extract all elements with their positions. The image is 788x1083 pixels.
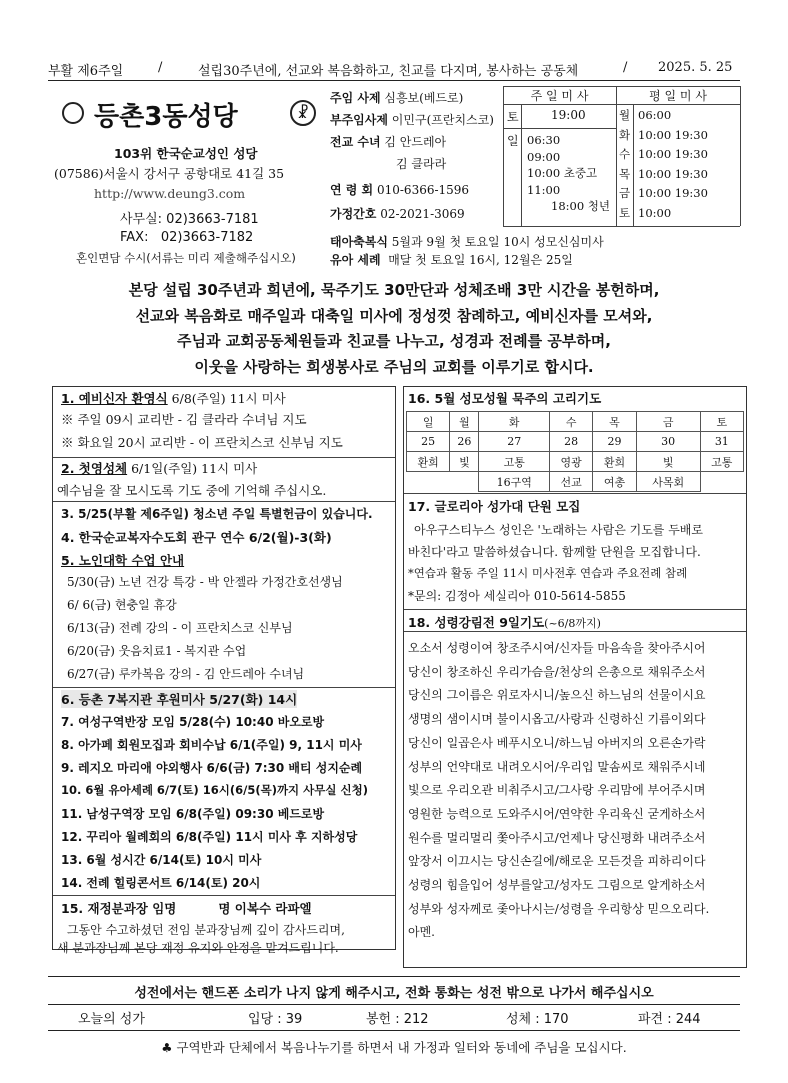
mass-time: 06:30 bbox=[527, 133, 561, 147]
issue-date: 2025. 5. 25 bbox=[658, 60, 733, 75]
staff-role: 연 령 회 bbox=[330, 183, 374, 197]
banner-line: 주님과 교회공동체원들과 친교를 나누고, 성경과 전례를 공부하며, bbox=[177, 332, 611, 350]
calendar-date: 27 bbox=[479, 432, 550, 452]
recessional-hymn: 파견 : 244 bbox=[638, 1012, 701, 1027]
notice-text: 6/8(주일) 11시 미사 bbox=[167, 391, 286, 406]
notice-title: 6. 등촌 7복지관 후원미사 5/27(화) 14시 bbox=[61, 692, 298, 707]
banner-line: 이웃을 사랑하는 희생봉사로 주님의 교회를 이루기로 합시다. bbox=[194, 357, 594, 376]
separator: / bbox=[623, 60, 628, 75]
weekday-label: 화 bbox=[619, 127, 631, 142]
sunday-mass-header: 주 일 미 사 bbox=[530, 89, 589, 103]
right-notices bbox=[403, 386, 747, 968]
staff-name: 010-6366-1596 bbox=[376, 183, 470, 197]
office-phone: 사무실: 02)3663-7181 bbox=[120, 212, 259, 227]
prayer-line: 앞장서 이끄시는 당신손길에/해로운 모든것을 피하리이다 bbox=[408, 854, 706, 869]
mystery-cell: 고통 bbox=[479, 452, 550, 472]
notice-line: 6/27(금) 루카복음 강의 - 김 안드레아 수녀님 bbox=[67, 667, 305, 681]
sunday-label: 일 bbox=[507, 134, 519, 148]
calendar-day: 토 bbox=[700, 412, 743, 432]
notice-line: 5/30(금) 노년 건강 특강 - 박 안젤라 가정간호선생님 bbox=[67, 575, 343, 589]
mystery-cell: 빛 bbox=[636, 452, 700, 472]
notice-text: (~6/8까지) bbox=[544, 617, 601, 630]
group-cell bbox=[700, 472, 743, 492]
notice-title: 17. 글로리아 성가대 단원 모집 bbox=[408, 499, 581, 514]
parish-subtitle: 103위 한국순교성인 성당 bbox=[114, 146, 258, 161]
weekday-mass-times bbox=[638, 106, 708, 223]
calendar-date: 28 bbox=[550, 432, 593, 452]
notice-line: 6/13(금) 전례 강의 - 이 프란치스코 신부님 bbox=[67, 621, 293, 635]
notice-line: 예수님을 잘 모시도록 기도 중에 기억해 주십시오. bbox=[57, 483, 327, 498]
staff-role: 가정간호 bbox=[330, 207, 377, 221]
notice-title: 3. 5/25(부활 제6주일) 청소년 주일 특별헌금이 있습니다. bbox=[61, 507, 373, 521]
calendar-date: 25 bbox=[407, 432, 450, 452]
mass-schedule bbox=[503, 86, 740, 226]
offertory-hymn: 봉헌 : 212 bbox=[366, 1012, 429, 1027]
prayer-line: 빛으로 우리오관 비춰주시고/그사랑 우리맘에 부어주시며 bbox=[408, 783, 706, 798]
notice-title: 13. 6월 성시간 6/14(토) 10시 미사 bbox=[61, 853, 262, 867]
mass-time: 09:00 bbox=[527, 149, 561, 164]
notice-text: 명 이복수 라파엘 bbox=[218, 901, 312, 916]
prayer-line: 당신이 창조하신 우리가슴을/천상의 은총으로 채워주소서 bbox=[408, 664, 706, 679]
extra-label: 태아축복식 bbox=[330, 235, 388, 249]
staff-role: 부주임사제 bbox=[330, 113, 388, 127]
prayer-line: 생명의 샘이시며 불이시옵고/사랑과 신령하신 기름이외다 bbox=[408, 712, 706, 727]
notice-line: *연습과 활동 주일 11시 미사전후 연습과 주요전례 참례 bbox=[408, 566, 688, 580]
weekday-label: 월 bbox=[619, 108, 631, 122]
notice-line: 새 분과장님께 본당 재정 유지와 안정을 맡겨드립니다. bbox=[57, 941, 339, 955]
notice-title: 5. 노인대학 수업 안내 bbox=[61, 553, 185, 568]
staff-name: 김 안드레아 bbox=[384, 135, 447, 149]
notice-line: ※ 화요일 20시 교리반 - 이 프란치스코 신부님 지도 bbox=[61, 435, 343, 450]
group-cell bbox=[450, 472, 479, 492]
prayer-line: 원수를 멀리멀리 쫓아주시고/언제나 당신평화 내려주소서 bbox=[408, 830, 706, 845]
mass-time: 06:00 bbox=[638, 108, 672, 122]
mass-time: 10:00 19:30 bbox=[638, 186, 708, 200]
saturday-label: 토 bbox=[507, 110, 519, 124]
mystery-cell: 빛 bbox=[450, 452, 479, 472]
prayer-line: 성부와 성자께로 좇아나시는/성령을 우리항상 믿으오리다. bbox=[408, 901, 710, 916]
notice-line: 아우구스티누스 성인은 '노래하는 사람은 기도를 두배로 bbox=[414, 523, 703, 537]
prayer-line: 아멘. bbox=[408, 925, 435, 940]
calendar-date: 26 bbox=[450, 432, 479, 452]
mass-time: 10:00 bbox=[638, 205, 672, 220]
group-cell: 여총 bbox=[593, 472, 636, 492]
calendar-date: 30 bbox=[636, 432, 700, 452]
prayer-line: 성부의 언약대로 내려오시어/우리입 말솜씨로 채워주시네 bbox=[408, 759, 706, 774]
prayer-line: 영원한 능력으로 도와주시어/연약한 우리육신 굳게하소서 bbox=[408, 806, 706, 821]
calendar-day: 월 bbox=[450, 412, 479, 432]
notice-text: 6/1일(주일) 11시 미사 bbox=[127, 461, 258, 476]
entrance-hymn: 입당 : 39 bbox=[248, 1012, 303, 1027]
footer-message: ♣ 구역반과 단체에서 복음나누기를 하면서 내 가정과 일터와 동네에 주님을 모십시다. bbox=[161, 1040, 627, 1055]
staff-name: 김 클라라 bbox=[396, 157, 447, 171]
weekday-label: 목 bbox=[619, 166, 631, 181]
weekday-label: 금 bbox=[619, 186, 631, 200]
wedding-notice: 혼인면담 수시(서류는 미리 제출해주십시오) bbox=[76, 251, 296, 265]
parish-url[interactable]: http://www.deung3.com bbox=[94, 186, 246, 201]
mass-time: 10:00 19:30 bbox=[638, 166, 708, 181]
notice-title: 7. 여성구역반장 모임 5/28(수) 10:40 바오로방 bbox=[61, 715, 325, 729]
songs-divider-bottom bbox=[48, 1030, 740, 1031]
prayer-line: 성령의 힘을입어 성부를알고/성자도 그림으로 알게하소서 bbox=[408, 878, 706, 893]
notice-title: 18. 성령강림전 9일기도 bbox=[408, 615, 545, 630]
banner-vision bbox=[48, 278, 740, 380]
parish-name: 등촌3동성당 bbox=[94, 102, 238, 132]
weekday-label: 수 bbox=[619, 147, 631, 161]
hymns-label: 오늘의 성가 bbox=[78, 1012, 145, 1027]
notice-line: *문의: 김정아 세실리아 010-5614-5855 bbox=[408, 589, 626, 603]
sunday-mass-times bbox=[527, 132, 610, 215]
notice-title: 12. 꾸리아 월례회의 6/8(주일) 11시 미사 후 지하성당 bbox=[61, 830, 358, 844]
staff-role: 전교 수녀 bbox=[330, 135, 381, 149]
notice-title: 10. 6월 유아세례 6/7(토) 16시(6/5(목)까지 사무실 신청) bbox=[61, 783, 368, 797]
banner-line: 본당 설립 30주년과 희년에, 묵주기도 30만단과 성체조배 3만 시간을 봉헌하며, bbox=[128, 281, 660, 299]
weekday-label: 토 bbox=[619, 205, 631, 220]
notice-line: 6/ 6(금) 현충일 휴강 bbox=[67, 598, 177, 612]
notice-title: 15. 재정분과장 임명 bbox=[61, 901, 177, 916]
extra-label: 유아 세례 bbox=[330, 253, 381, 267]
mass-time: 10:00 19:30 bbox=[638, 147, 708, 161]
saturday-mass-time: 19:00 bbox=[551, 108, 586, 122]
extra-text: 5월과 9월 첫 토요일 10시 성모신심미사 bbox=[391, 235, 604, 249]
weekday-mass-days bbox=[619, 106, 630, 223]
mass-time: 10:00 19:30 bbox=[638, 127, 708, 142]
calendar-day: 일 bbox=[407, 412, 450, 432]
chi-rho-icon: ☧ bbox=[290, 100, 316, 126]
calendar-day: 수 bbox=[550, 412, 593, 432]
motto: 설립30주년에, 선교와 복음화하고, 친교를 다지며, 봉사하는 공동체 bbox=[198, 64, 579, 79]
calendar-day: 목 bbox=[593, 412, 636, 432]
notice-line: 바친다'라고 말씀하셨습니다. 함께할 단원을 모집합니다. bbox=[408, 545, 701, 559]
notice-line: ※ 주일 09시 교리반 - 김 클라라 수녀님 지도 bbox=[61, 412, 307, 427]
group-cell: 선교 bbox=[550, 472, 593, 492]
notice-title: 1. 예비신자 환영식 bbox=[61, 391, 168, 406]
notice-title: 2. 첫영성체 bbox=[61, 461, 128, 476]
phone-notice: 성전에서는 핸드폰 소리가 나지 않게 해주시고, 전화 통화는 성전 밖으로 나가서 해주십시오 bbox=[134, 986, 654, 1001]
songs-divider-top bbox=[48, 1004, 740, 1005]
staff-name: 심흥보(베드로) bbox=[384, 91, 464, 105]
extra-text: 매달 첫 토요일 16시, 12월은 25일 bbox=[388, 253, 573, 267]
season-label: 부활 제6주일 bbox=[48, 64, 124, 79]
mystery-cell: 영광 bbox=[550, 452, 593, 472]
mystery-cell: 환희 bbox=[593, 452, 636, 472]
calendar-day: 화 bbox=[479, 412, 550, 432]
mass-time: 11:00 bbox=[527, 182, 561, 197]
notice-line: 그동안 수고하셨던 전임 분과장님께 깊이 감사드리며, bbox=[67, 923, 345, 937]
staff-name: 02-2021-3069 bbox=[380, 207, 465, 221]
left-notices bbox=[52, 386, 396, 955]
group-cell: 사목회 bbox=[636, 472, 700, 492]
prayer-line: 당신의 그이름은 위로자시니/높으신 하느님의 선물이시요 bbox=[408, 688, 706, 703]
calendar-day: 금 bbox=[636, 412, 700, 432]
baptism-line bbox=[330, 250, 573, 270]
prayer-line: 오소서 성령이여 창조주시여/신자들 마음속을 찾아주시어 bbox=[408, 641, 706, 655]
notice-title: 9. 레지오 마리애 야외행사 6/6(금) 7:30 배티 성지순례 bbox=[61, 761, 363, 775]
rosary-calendar bbox=[406, 411, 744, 492]
prayer-line: 당신이 일곱은사 베푸시오니/하느님 아버지의 오른손가락 bbox=[408, 735, 706, 750]
mystery-cell: 고통 bbox=[700, 452, 743, 472]
notice-title: 8. 아가페 회원모집과 회비수납 6/1(주일) 9, 11시 미사 bbox=[61, 738, 362, 752]
group-cell bbox=[407, 472, 450, 492]
mass-time: 10:00 초중고 bbox=[527, 166, 598, 180]
notice-title: 16. 5월 성모성월 묵주의 고리기도 bbox=[408, 391, 602, 406]
group-cell: 16구역 bbox=[479, 472, 550, 492]
parish-address: (07586)서울시 강서구 공항대로 41길 35 bbox=[54, 166, 285, 181]
calendar-date: 31 bbox=[700, 432, 743, 452]
notice-title: 11. 남성구역장 모임 6/8(주일) 09:30 베드로방 bbox=[61, 807, 325, 821]
staff-name: 이민구(프란치스코) bbox=[391, 113, 494, 127]
mystery-cell: 환희 bbox=[407, 452, 450, 472]
separator: / bbox=[158, 60, 163, 75]
communion-hymn: 성체 : 170 bbox=[506, 1012, 569, 1027]
office-fax: FAX: 02)3663-7182 bbox=[120, 230, 254, 245]
calendar-date: 29 bbox=[593, 432, 636, 452]
blessing-line bbox=[330, 232, 604, 252]
parish-emblem-icon bbox=[62, 102, 84, 124]
notice-line: 6/20(금) 웃음치료1 - 복지관 수업 bbox=[67, 644, 247, 658]
weekday-mass-header: 평 일 미 사 bbox=[649, 89, 707, 103]
mass-time: 18:00 청년 bbox=[551, 199, 611, 213]
banner-line: 선교와 복음화로 매주일과 대축일 미사에 정성껏 참례하고, 예비신자를 모셔와, bbox=[135, 306, 653, 325]
today-hymns bbox=[48, 1008, 740, 1028]
top-divider bbox=[48, 80, 740, 81]
notice-title: 4. 한국순교복자수도회 관구 연수 6/2(월)-3(화) bbox=[61, 530, 332, 545]
holy-spirit-prayer bbox=[408, 637, 709, 945]
notice-title: 14. 전례 힐링콘서트 6/14(토) 20시 bbox=[61, 876, 261, 890]
staff-role: 주임 사제 bbox=[330, 91, 381, 105]
bottom-divider bbox=[48, 976, 740, 977]
